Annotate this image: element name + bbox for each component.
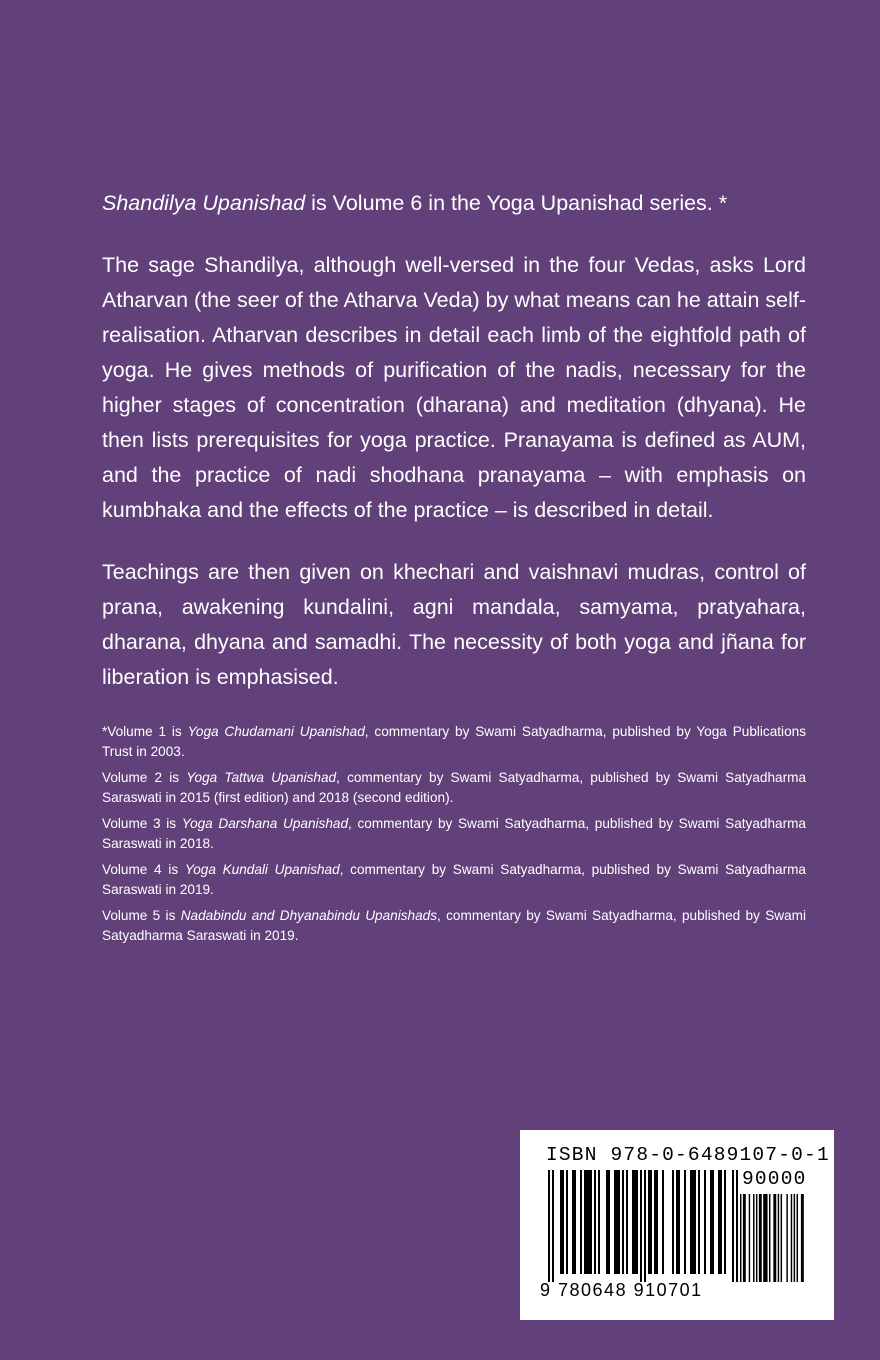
- barcode-bar: [759, 1194, 762, 1282]
- barcode-bar: [552, 1170, 554, 1282]
- isbn-barcode-panel: [520, 1130, 834, 1320]
- addon-barcode-bars: [740, 1194, 812, 1282]
- barcode-bar: [710, 1170, 714, 1274]
- barcode-bar: [648, 1170, 652, 1274]
- barcode-bar: [773, 1194, 776, 1282]
- barcode-bar: [584, 1170, 592, 1274]
- footnote-prefix: *Volume 1 is: [102, 724, 188, 739]
- footnote-title: Yoga Kundali Upanishad: [184, 862, 340, 877]
- footnote-title: Nadabindu and Dhyanabindu Upanishads: [180, 908, 438, 923]
- barcode-bar: [614, 1170, 620, 1274]
- barcode-bar: [698, 1170, 700, 1274]
- footnote-title: Yoga Tattwa Upanishad: [186, 770, 337, 785]
- footnote-prefix: Volume 2 is: [102, 770, 187, 785]
- barcode-bar: [797, 1194, 798, 1282]
- barcode-bar: [662, 1170, 664, 1274]
- barcode-bar: [756, 1194, 757, 1282]
- barcode-bar: [769, 1194, 770, 1282]
- footnote-rest: , commentary by Swami Satyadharma, published by Swami Satyadharma Saraswati in 2018.: [102, 816, 806, 851]
- footnote-rest: , commentary by Swami Satyadharma, published by Swami Satyadharma Saraswati in 2015 (first edition) and 2018 (second edition).: [102, 770, 807, 805]
- barcode-bar: [704, 1170, 706, 1274]
- footnote-rest: , commentary by Swami Satyadharma, published by Swami Satyadharma Saraswati in 2019.: [102, 908, 806, 943]
- barcode-bar: [548, 1170, 550, 1282]
- barcode-bar: [566, 1170, 568, 1274]
- barcode-bar: [598, 1170, 600, 1274]
- barcode-bar: [622, 1170, 624, 1274]
- barcode-digits: 9 780648 910701: [540, 1280, 703, 1300]
- footnote: [102, 860, 806, 899]
- barcode-bar: [560, 1170, 564, 1274]
- barcode-bar: [690, 1170, 696, 1274]
- barcode-bar: [580, 1170, 582, 1274]
- footnote-title: Yoga Darshana Upanishad: [181, 816, 349, 831]
- footnote: [102, 722, 806, 761]
- intro-line: [102, 186, 806, 221]
- barcode-bar: [791, 1194, 792, 1282]
- footnote-prefix: Volume 4 is: [102, 862, 185, 877]
- barcode-bar: [743, 1194, 746, 1282]
- barcode-bar: [606, 1170, 610, 1274]
- footnote-prefix: Volume 3 is: [102, 816, 182, 831]
- barcode-bar: [801, 1194, 804, 1282]
- footnote-rest: , commentary by Swami Satyadharma, published by Swami Satyadharma Saraswati in 2019.: [102, 862, 806, 897]
- description-paragraph: The sage Shandilya, although well-versed in the four Vedas, asks Lord Atharvan (the seer of the Atharva Veda) by what means can he attain self-realisation. Atharvan describes in detail each limb of the eightfold path of yoga. He gives methods of purification of the nadis, necessary for the higher stages of concentration (dharana) and meditation (dhyana). He then lists prerequisites for yoga practice. Pranayama is defined as AUM, and the practice of nadi shodhana pranayama – with emphasis on kumbhaka and the effects of the practice – is described in detail.: [102, 253, 806, 522]
- barcode-bar: [781, 1194, 782, 1282]
- barcode-bar: [672, 1170, 674, 1274]
- barcode-bar: [736, 1170, 738, 1282]
- barcode-bar: [724, 1170, 726, 1274]
- barcode-bar: [786, 1194, 787, 1282]
- footnote-prefix: Volume 5 is: [102, 908, 181, 923]
- footnote-title: Yoga Chudamani Upanishad: [187, 724, 365, 739]
- barcode-bar: [676, 1170, 680, 1274]
- price-code: 90000: [742, 1168, 807, 1190]
- barcode-bar: [753, 1194, 754, 1282]
- footnote-rest: , commentary by Swami Satyadharma, published by Yoga Publications Trust in 2003.: [102, 724, 806, 759]
- footnotes: [102, 722, 806, 945]
- footnote: [102, 768, 806, 807]
- barcode-bar: [654, 1170, 658, 1274]
- barcode-bar: [684, 1170, 686, 1274]
- isbn-label: ISBN 978-0-6489107-0-1: [546, 1144, 830, 1166]
- barcode-bar: [644, 1170, 646, 1282]
- barcode-bar: [640, 1170, 642, 1282]
- barcode-bar: [718, 1170, 722, 1274]
- footnote: [102, 906, 806, 945]
- footnote: [102, 814, 806, 853]
- back-cover-text: [102, 186, 806, 952]
- barcode-bar: [740, 1194, 741, 1282]
- barcode-bar: [632, 1170, 638, 1274]
- barcode-bar: [732, 1170, 734, 1282]
- ean-barcode-bars: [548, 1170, 738, 1282]
- teachings-paragraph: Teachings are then given on khechari and vaishnavi mudras, control of prana, awakening kundalini, agni mandala, samyama, pratyahara, dharana, dhyana and samadhi. The necessity of both yoga and jñana for liberation is emphasised.: [102, 560, 806, 689]
- book-title: Shandilya Upanishad: [102, 191, 306, 215]
- intro-text: is Volume 6 in the Yoga Upanishad series. *: [305, 191, 728, 215]
- barcode-bar: [572, 1170, 576, 1274]
- barcode-bar: [763, 1194, 767, 1282]
- barcode-bar: [794, 1194, 795, 1282]
- barcode-bar: [594, 1170, 596, 1274]
- barcode-bar: [749, 1194, 750, 1282]
- barcode-bar: [626, 1170, 628, 1274]
- barcode-bar: [778, 1194, 779, 1282]
